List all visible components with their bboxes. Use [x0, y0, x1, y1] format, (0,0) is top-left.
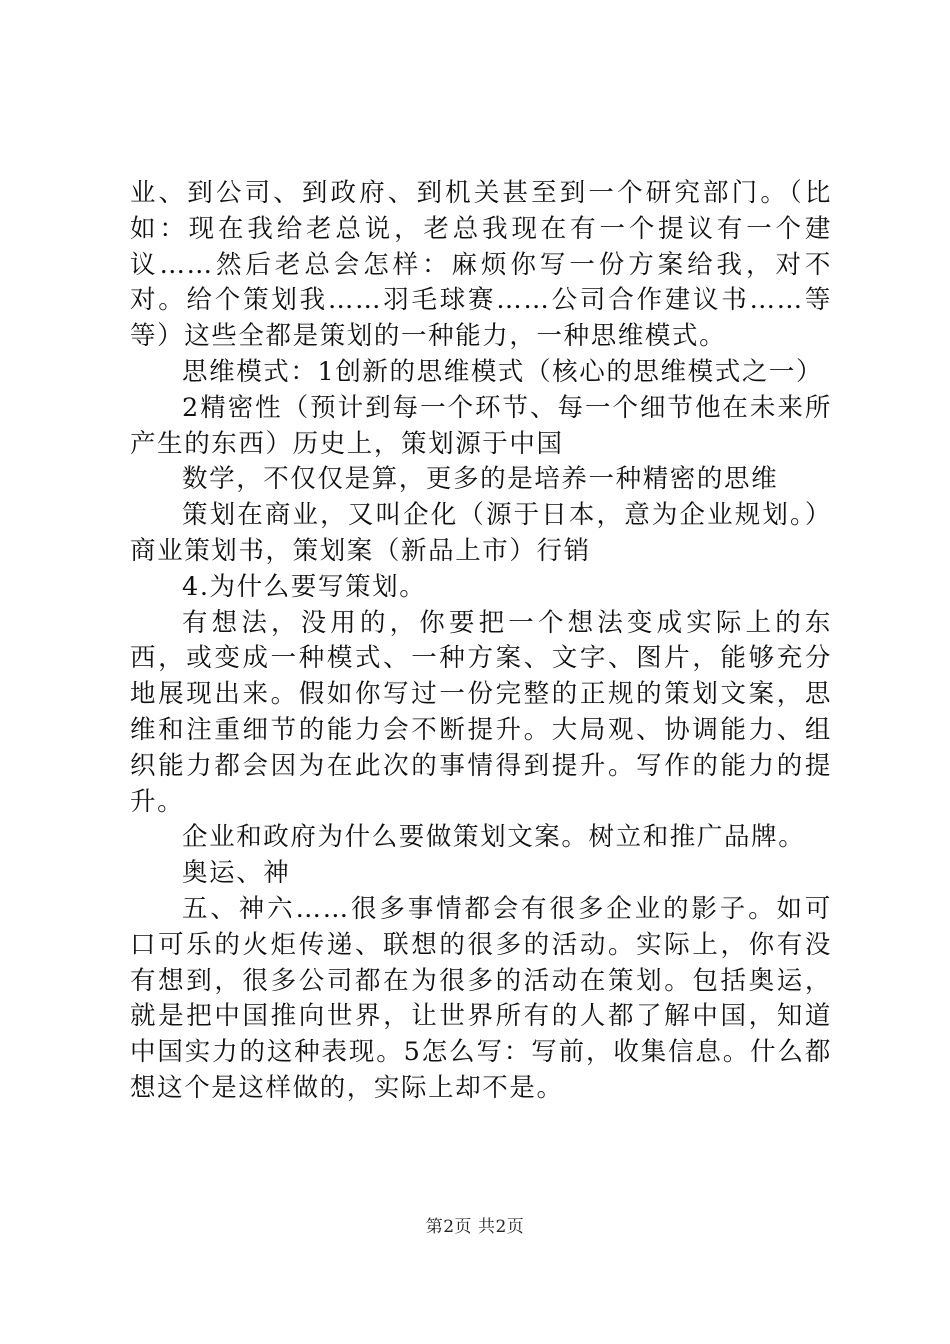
paragraph-precision: 2精密性（预计到每一个环节、每一个细节他在未来所产生的东西）历史上，策划源于中国 — [130, 392, 832, 459]
paragraph-thinking-mode: 思维模式：1创新的思维模式（核心的思维模式之一） — [182, 356, 824, 387]
paragraph-olympics: 奥运、神 — [182, 858, 291, 889]
paragraph-continuation: 业、到公司、到政府、到机关甚至到一个研究部门。（比如：现在我给老总说，老总我现在有一个提议有一个建议……然后老总会怎样：麻烦你写一份方案给我，对不对。给个策划我……羽毛球赛……公司合作建议书……等等）这些全都是策划的一种能力，一种思维模式。 — [130, 178, 832, 352]
paragraph-math: 数学，不仅仅是算，更多的是培养一种精密的思维 — [182, 464, 779, 495]
paragraph-examples: 五、神六……很多事情都会有很多企业的影子。如可口可乐的火炬传递、联想的很多的活动。实际上，你有没有想到，很多公司都在为很多的活动在策划。包括奥运，就是把中国推向世界，让世界所有的人都了解中国，知道中国实力的这种表现。5怎么写：写前，收集信息。什么都想这个是这样做的，实际上却不是。 — [130, 893, 832, 1103]
page-number-footer: 第2页 共2页 — [425, 1217, 525, 1237]
section-heading-why-write: 4.为什么要写策划。 — [182, 571, 427, 602]
paragraph-commerce: 策划在商业，又叫企化（源于日本，意为企业规划。）商业策划书，策划案（新品上市）行销 — [130, 500, 832, 566]
paragraph-ideas: 有想法，没用的，你要把一个想法变成实际上的东西，或变成一种模式、一种方案、文字、图片，能够充分地展现出来。假如你写过一份完整的正规的策划文案，思维和注重细节的能力会不断提升。大局观、协调能力、组织能力都会因为在此次的事情得到提升。写作的能力的提升。 — [130, 607, 832, 817]
paragraph-brand: 企业和政府为什么要做策划文案。树立和推广品牌。 — [182, 822, 806, 853]
document-body — [130, 176, 832, 1107]
